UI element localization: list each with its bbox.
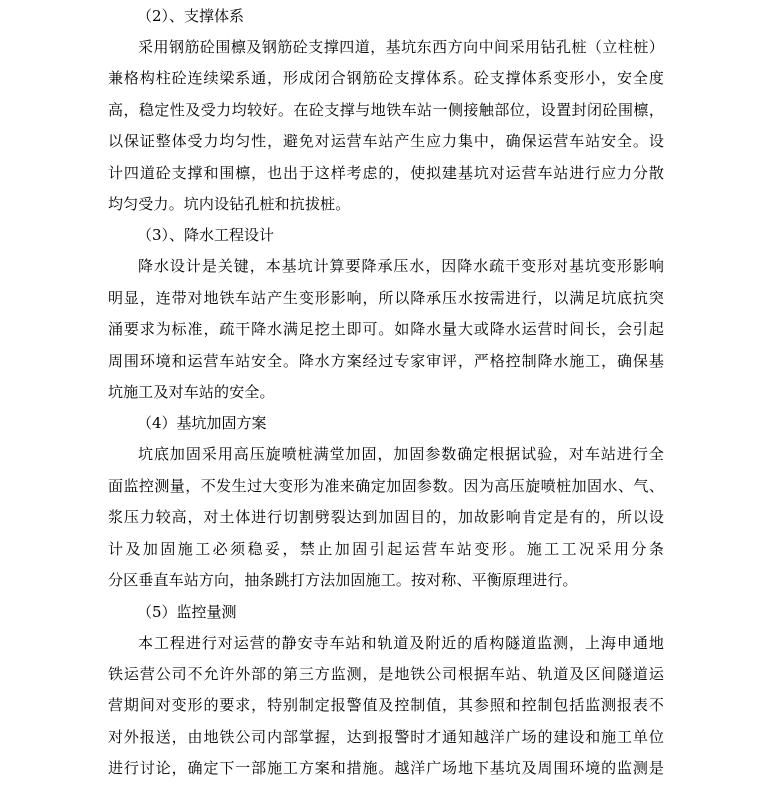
- text-line: 以保证整体受力均匀性，避免对运营车站产生应力集中，确保运营车站安全。设: [108, 132, 664, 151]
- text-line: 对外报送，由地铁公司内部掌握，达到报警时才通知越洋广场的建设和施工单位: [108, 727, 664, 746]
- text-line: 分区垂直车站方向，抽条跳打方法加固施工。按对称、平衡原理进行。: [108, 571, 578, 590]
- text-line: 均匀受力。坑内设钻孔桩和抗拔桩。: [108, 195, 351, 214]
- text-line: 采用钢筋砼围檩及钢筋砼支撑四道，基坑东西方向中间采用钻孔桩（立柱桩）: [138, 38, 664, 56]
- paragraph: [108, 251, 664, 408]
- section-heading: （2）、支撑体系: [137, 7, 245, 25]
- text-line: 进行讨论，确定下一部施工方案和措施。越洋广场地下基坑及周围环境的监测是: [108, 759, 664, 778]
- text-line: 兼格构柱砼连续梁系通，形成闭合钢筋砼支撑体系。砼支撑体系变形小，安全度: [108, 69, 664, 88]
- text-line: 明显，连带对地铁车站产生变形影响，所以降承压水按需进行，以满足坑底抗突: [108, 288, 664, 307]
- section-heading: （3）、降水工程设计: [137, 226, 275, 245]
- text-line: 周围环境和运营车站安全。降水方案经过专家审评，严格控制降水施工，确保基: [108, 351, 664, 370]
- text-line: 坑施工及对车站的安全。: [108, 383, 275, 402]
- section-heading: （5）监控量测: [137, 602, 237, 621]
- text-line: 坑底加固采用高压旋喷桩满堂加固，加固参数确定根据试验，对车站进行全: [138, 445, 664, 464]
- text-line: 铁运营公司不允许外部的第三方监测，是地铁公司根据车站、轨道及区间隧道运: [108, 664, 664, 683]
- text-line: 计及加固施工必须稳妥，禁止加固引起运营车站变形。施工工况采用分条: [108, 539, 664, 558]
- section-dewatering-design: [108, 220, 664, 408]
- document-page: [108, 0, 664, 785]
- text-line: 面监控测量，不发生过大变形为准来确定加固参数。因为高压旋喷桩加固水、气、: [108, 476, 664, 495]
- section-heading: （4）基坑加固方案: [137, 414, 267, 433]
- text-line: 计四道砼支撑和围檩，也出于这样考虑的，使拟建基坑对运营车站进行应力分散: [108, 163, 664, 182]
- text-line: 降水设计是关键，本基坑计算要降承压水，因降水疏干变形对基坑变形影响: [138, 257, 664, 276]
- text-line: 营期间对变形的要求，特别制定报警值及控制值，其参照和控制包括监测报表不: [108, 696, 664, 715]
- section-pit-reinforcement: [108, 408, 664, 596]
- text-line: 浆压力较高，对土体进行切割劈裂达到加固目的，加故影响肯定是有的，所以设: [108, 508, 664, 527]
- text-line: 本工程进行对运营的静安寺车站和轨道及附近的盾构隧道监测，上海申通地: [138, 633, 664, 652]
- text-line: 涌要求为标准，疏干降水满足挖土即可。如降水量大或降水运营时间长，会引起: [108, 320, 664, 339]
- text-line: 高，稳定性及受力均较好。在砼支撑与地铁车站一侧接触部位，设置封闭砼围檩，: [108, 100, 664, 119]
- paragraph: [108, 32, 664, 220]
- paragraph: [108, 439, 664, 596]
- section-support-system: [108, 1, 664, 220]
- paragraph: [108, 628, 664, 785]
- section-monitoring: [108, 597, 664, 785]
